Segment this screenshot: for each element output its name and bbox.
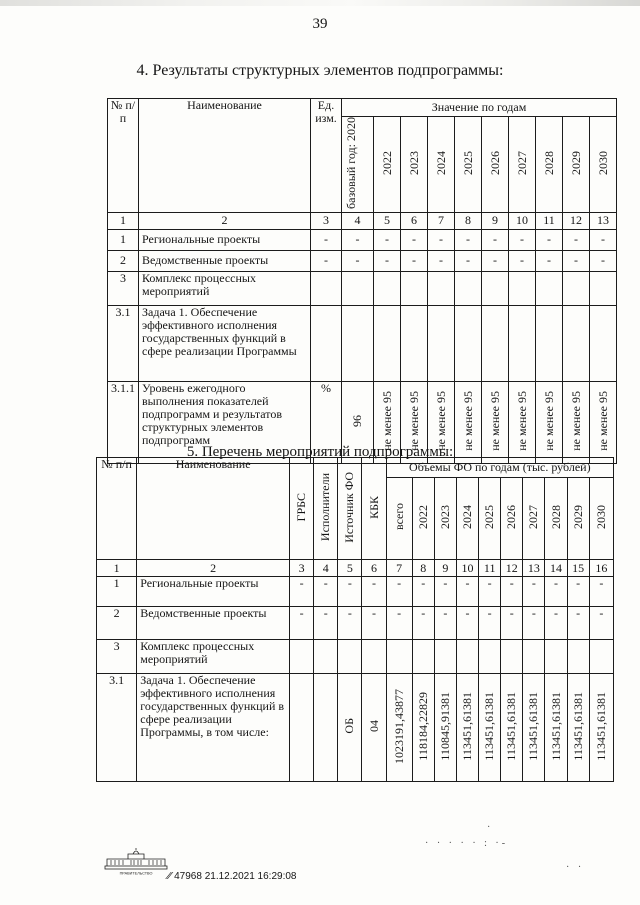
col-number: 14 — [545, 560, 567, 577]
row-year-value: 113451,61381 — [501, 674, 523, 782]
row-year-value: 110845,91381 — [434, 674, 456, 782]
col-number: 8 — [455, 212, 482, 229]
header-year: 2026 — [482, 117, 509, 213]
row-num: 3.1 — [108, 305, 139, 381]
col-number: 10 — [456, 560, 478, 577]
header-source: Источник ФО — [338, 458, 362, 560]
table2-header-row — [97, 458, 614, 478]
row-cell: не менее 95 — [374, 381, 401, 463]
row-cell: - — [482, 229, 509, 250]
row-name: Ведомственные проекты — [137, 607, 290, 640]
row-year-value: 113451,61381 — [567, 674, 589, 782]
col-number: 7 — [386, 560, 412, 577]
row-unit: % — [311, 381, 342, 463]
row-cell: - — [386, 577, 412, 607]
table-row — [108, 305, 617, 381]
row-cell: - — [479, 607, 501, 640]
col-number: 4 — [342, 212, 374, 229]
row-cell: - — [428, 229, 455, 250]
row-num: 3 — [97, 640, 137, 674]
scan-specks: · · — [566, 862, 585, 873]
table-row — [97, 674, 614, 782]
document-stamp — [168, 871, 296, 882]
row-cell: - — [401, 250, 428, 271]
col-number: 12 — [501, 560, 523, 577]
col-number: 7 — [428, 212, 455, 229]
row-cell: - — [482, 250, 509, 271]
header-year: 2025 — [479, 478, 501, 560]
row-cell: не менее 95 — [428, 381, 455, 463]
row-cell: - — [434, 577, 456, 607]
row-num: 3.1 — [97, 674, 137, 782]
results-table — [107, 98, 617, 464]
row-num: 3 — [108, 271, 139, 305]
col-number: 11 — [536, 212, 563, 229]
row-cell: - — [509, 250, 536, 271]
row-base: - — [342, 250, 374, 271]
col-number: 1 — [108, 212, 139, 229]
row-cell: - — [362, 607, 386, 640]
row-name: Задача 1. Обеспечение эффективного исполнения государственных функций в сфере реализации Программы — [139, 305, 311, 381]
row-name: Региональные проекты — [137, 577, 290, 607]
col-number: 13 — [523, 560, 545, 577]
row-cell: - — [401, 229, 428, 250]
stamp-mark-icon: ⁄⁄ — [168, 871, 172, 882]
col-number: 5 — [338, 560, 362, 577]
row-kbk: 04 — [362, 674, 386, 782]
row-cell: - — [523, 577, 545, 607]
header-year: 2027 — [523, 478, 545, 560]
row-cell: - — [374, 229, 401, 250]
table-row — [108, 271, 617, 305]
row-cell: - — [374, 250, 401, 271]
col-number: 4 — [314, 560, 338, 577]
col-number: 15 — [567, 560, 589, 577]
row-cell: - — [501, 577, 523, 607]
row-name: Региональные проекты — [139, 229, 311, 250]
row-cell: - — [428, 250, 455, 271]
header-year: 2030 — [589, 478, 613, 560]
row-year-value: 113451,61381 — [456, 674, 478, 782]
row-cell: - — [589, 607, 613, 640]
row-year-value: 113451,61381 — [523, 674, 545, 782]
header-grbs: ГРБС — [290, 458, 314, 560]
table-row — [108, 229, 617, 250]
col-number: 9 — [434, 560, 456, 577]
header-year: 2025 — [455, 117, 482, 213]
row-unit: - — [311, 250, 342, 271]
row-base: - — [342, 229, 374, 250]
header-executors: Исполнители — [314, 458, 338, 560]
row-cell: - — [290, 577, 314, 607]
header-year: 2024 — [428, 117, 455, 213]
row-cell: - — [456, 607, 478, 640]
row-cell: - — [563, 229, 590, 250]
header-total: всего — [386, 478, 412, 560]
row-num: 2 — [108, 250, 139, 271]
header-year: 2023 — [401, 117, 428, 213]
row-cell: не менее 95 — [590, 381, 617, 463]
row-num: 3.1.1 — [108, 381, 139, 463]
header-year: 2022 — [374, 117, 401, 213]
stamp-text: 47968 21.12.2021 16:29:08 — [174, 871, 297, 882]
col-number: 6 — [401, 212, 428, 229]
row-cell: - — [412, 607, 434, 640]
section5-heading: 5. Перечень мероприятий подпрограммы: — [186, 444, 454, 460]
row-cell: - — [523, 607, 545, 640]
table-row — [97, 640, 614, 674]
row-cell: не менее 95 — [455, 381, 482, 463]
row-year-value: 118184,22829 — [412, 674, 434, 782]
header-num: № п/п — [97, 458, 137, 560]
activities-table — [96, 457, 614, 782]
row-num: 1 — [97, 577, 137, 607]
row-name: Задача 1. Обеспечение эффективного исполнения государственных функций в сфере реализации Программы, в том числе: — [137, 674, 290, 782]
row-name: Комплекс процессных мероприятий — [137, 640, 290, 674]
row-cell: не менее 95 — [536, 381, 563, 463]
table-row — [108, 250, 617, 271]
header-year: 2028 — [545, 478, 567, 560]
row-name: Комплекс процессных мероприятий — [139, 271, 311, 305]
row-cell: - — [590, 229, 617, 250]
row-year-value: 113451,61381 — [545, 674, 567, 782]
row-cell: - — [567, 607, 589, 640]
header-base-year: базовый год: 2020 — [342, 117, 374, 213]
row-cell: - — [434, 607, 456, 640]
col-number: 5 — [374, 212, 401, 229]
row-cell: - — [456, 577, 478, 607]
header-year: 2022 — [412, 478, 434, 560]
col-number: 9 — [482, 212, 509, 229]
row-unit: - — [311, 229, 342, 250]
row-cell: - — [386, 607, 412, 640]
col-number: 10 — [509, 212, 536, 229]
col-number: 3 — [290, 560, 314, 577]
row-base: 96 — [342, 381, 374, 463]
row-cell: - — [314, 577, 338, 607]
row-cell: - — [536, 229, 563, 250]
col-number: 2 — [137, 560, 290, 577]
header-year: 2024 — [456, 478, 478, 560]
row-year-value: 113451,61381 — [589, 674, 613, 782]
header-year: 2029 — [563, 117, 590, 213]
col-number: 2 — [139, 212, 311, 229]
col-number: 11 — [479, 560, 501, 577]
row-cell: - — [567, 577, 589, 607]
col-number: 16 — [589, 560, 613, 577]
header-year: 2030 — [590, 117, 617, 213]
row-cell: не менее 95 — [401, 381, 428, 463]
row-cell: - — [509, 229, 536, 250]
row-cell: - — [589, 577, 613, 607]
row-cell: - — [455, 250, 482, 271]
row-cell: - — [338, 607, 362, 640]
col-number: 1 — [97, 560, 137, 577]
row-cell: - — [290, 607, 314, 640]
row-num: 1 — [108, 229, 139, 250]
header-year: 2029 — [567, 478, 589, 560]
col-number: 6 — [362, 560, 386, 577]
row-cell: - — [362, 577, 386, 607]
row-cell: не менее 95 — [482, 381, 509, 463]
svg-text:ПРАВИТЕЛЬСТВО: ПРАВИТЕЛЬСТВО — [119, 871, 153, 876]
header-name: Наименование — [137, 458, 290, 560]
row-year-value: 113451,61381 — [479, 674, 501, 782]
table1-header-row — [108, 99, 617, 117]
table-row — [97, 607, 614, 640]
col-number: 13 — [590, 212, 617, 229]
header-volumes: Объемы ФО по годам (тыс. рублей) — [386, 458, 613, 478]
row-cell: - — [479, 577, 501, 607]
table2-colnum-row — [97, 560, 614, 577]
row-name: Уровень ежегодного выполнения показателей подпрограмм и результатов структурных элементов подпрограмм — [139, 381, 311, 463]
government-building-logo — [104, 848, 168, 876]
row-cell: - — [536, 250, 563, 271]
col-number: 3 — [311, 212, 342, 229]
header-year: 2026 — [501, 478, 523, 560]
section4-heading: 4. Результаты структурных элементов подпрограммы: — [136, 62, 504, 79]
row-source: ОБ — [338, 674, 362, 782]
row-cell: - — [314, 607, 338, 640]
row-cell: - — [501, 607, 523, 640]
table1-colnum-row — [108, 212, 617, 229]
table-row — [97, 577, 614, 607]
row-cell: не менее 95 — [509, 381, 536, 463]
row-cell: - — [455, 229, 482, 250]
row-num: 2 — [97, 607, 137, 640]
scan-specks: · · · · · : ·- — [425, 838, 509, 849]
header-year: 2027 — [509, 117, 536, 213]
row-total: 1023191,43877 — [386, 674, 412, 782]
header-values: Значение по годам — [342, 99, 617, 117]
row-cell: не менее 95 — [563, 381, 590, 463]
row-cell: - — [545, 577, 567, 607]
scan-specks: · — [487, 822, 494, 833]
header-year: 2028 — [536, 117, 563, 213]
row-cell: - — [590, 250, 617, 271]
row-name: Ведомственные проекты — [139, 250, 311, 271]
header-unit: Ед. изм. — [311, 99, 342, 213]
col-number: 8 — [412, 560, 434, 577]
header-year: 2023 — [434, 478, 456, 560]
header-num: № п/п — [108, 99, 139, 213]
scan-edge-artifact — [0, 0, 640, 6]
col-number: 12 — [563, 212, 590, 229]
row-cell: - — [545, 607, 567, 640]
row-cell: - — [412, 577, 434, 607]
page-number: 39 — [312, 16, 328, 32]
row-cell: - — [563, 250, 590, 271]
row-cell: - — [338, 577, 362, 607]
header-kbk: КБК — [362, 458, 386, 560]
header-name: Наименование — [139, 99, 311, 213]
